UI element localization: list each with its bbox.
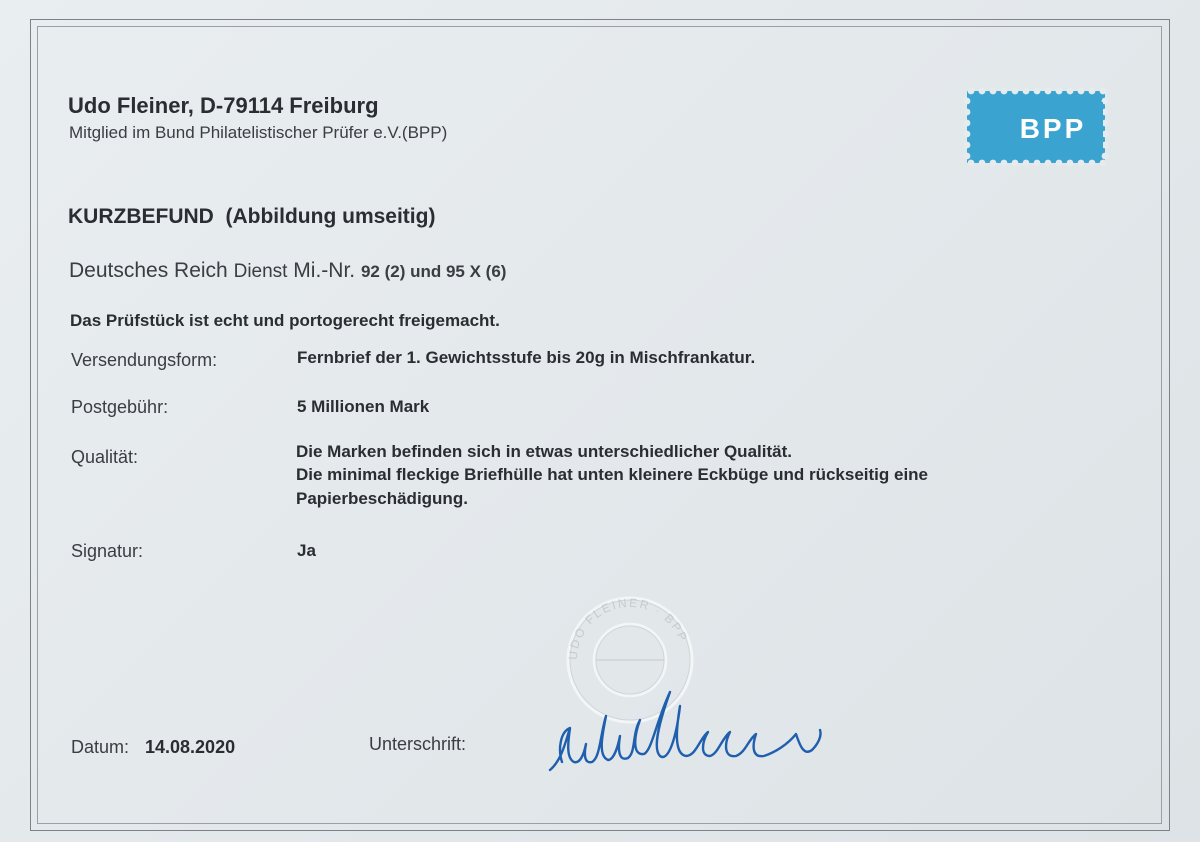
stamp-area: Deutsches Reich	[69, 259, 228, 282]
quality-line-3: Papierbeschädigung.	[296, 489, 468, 508]
signature-value: Ja	[297, 541, 316, 560]
bpp-logo-text: BPP	[1019, 113, 1087, 144]
quality-line-1: Die Marken befinden sich in etwas unterschiedlicher Qualität.	[296, 442, 792, 461]
signature-field-label: Unterschrift:	[369, 734, 467, 754]
stamp-catalog: Mi.-Nr.	[293, 259, 356, 282]
postage-value: 5 Millionen Mark	[297, 397, 430, 416]
shipping-value: Fernbrief der 1. Gewichtsstufe bis 20g in Mischfrankatur.	[297, 348, 756, 367]
stamp-numbers: 92 (2) und 95 X (6)	[360, 262, 507, 281]
quality-line-2: Die minimal fleckige Briefhülle hat unten kleinere Eckbüge und rückseitig eine	[296, 465, 929, 484]
stamp-identification	[69, 259, 506, 283]
seal-text: UDO FLEINER · BPP	[565, 595, 691, 661]
shipping-label: Versendungsform:	[71, 350, 218, 370]
svg-text:UDO FLEINER · BPP	[566, 596, 691, 661]
handwritten-signature	[540, 670, 840, 790]
postage-label: Postgebühr:	[71, 397, 169, 417]
issuer-membership: Mitglied im Bund Philatelistischer Prüfer e.V.(BPP)	[69, 123, 448, 142]
bpp-logo	[963, 87, 1109, 167]
report-heading: KURZBEFUND (Abbildung umseitig)	[68, 205, 436, 228]
signature-label: Signatur:	[71, 541, 144, 561]
stamp-dienst: Dienst	[233, 261, 288, 282]
date-label: Datum:	[71, 737, 130, 757]
quality-label: Qualität:	[71, 447, 139, 467]
verdict-statement: Das Prüfstück ist echt und portogerecht freigemacht.	[70, 311, 500, 330]
date-value: 14.08.2020	[145, 737, 236, 757]
issuer-name: Udo Fleiner, D-79114 Freiburg	[68, 93, 379, 118]
